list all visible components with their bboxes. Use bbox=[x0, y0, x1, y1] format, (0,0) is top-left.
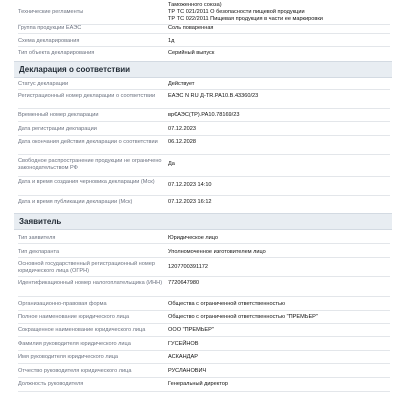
app-label: Тип заявителя bbox=[18, 235, 56, 241]
decl-label: Временный номер декларации bbox=[18, 112, 99, 118]
app-label: Идентификационный номер налогоплательщика (ИНН) bbox=[18, 280, 163, 286]
tech-regs-line1: ТР ТС 021/2011 О безопасности пищевой продукции bbox=[168, 9, 305, 15]
scheme-value: 1д bbox=[168, 38, 175, 44]
app-value: ГУСЕЙНОВ bbox=[168, 341, 199, 347]
app-value: 7720647980 bbox=[168, 280, 200, 286]
divider bbox=[18, 46, 390, 47]
decl-label: Статус декларации bbox=[18, 81, 69, 87]
tech-regs-cont: Таможенного союза) bbox=[168, 2, 222, 8]
divider bbox=[18, 89, 390, 90]
section-header-applicant bbox=[14, 213, 392, 230]
app-label: Отчество руководителя юридического лица bbox=[18, 368, 132, 374]
tech-regs-label: Технические регламенты bbox=[18, 9, 84, 15]
object-type-label: Тип объекта декларирования bbox=[18, 50, 95, 56]
divider bbox=[18, 350, 390, 351]
app-label: Фамилия руководителя юридического лица bbox=[18, 341, 131, 347]
divider bbox=[18, 377, 390, 378]
app-value: АСКАНДАР bbox=[168, 354, 198, 360]
decl-value: 07.12.2023 16:12 bbox=[168, 199, 212, 205]
divider bbox=[18, 276, 390, 277]
divider bbox=[18, 363, 390, 364]
app-label: Организационно-правовая форма bbox=[18, 301, 107, 307]
app-value: Общество с ограниченной ответственностью "ПРЕМЬЕР" bbox=[168, 314, 318, 320]
divider bbox=[18, 310, 390, 311]
app-value: Общества с ограниченной ответственностью bbox=[168, 301, 286, 307]
app-value: ООО "ПРЕМЬЕР" bbox=[168, 327, 214, 333]
divider bbox=[18, 323, 390, 324]
scheme-label: Схема декларирования bbox=[18, 38, 80, 44]
decl-value: вр€АЭС(ТР).PA10.78169/23 bbox=[168, 112, 240, 118]
decl-value: 07.12.2023 14:10 bbox=[168, 182, 212, 188]
decl-value: Да bbox=[168, 161, 175, 167]
app-label: Полное наименование юридического лица bbox=[18, 314, 130, 320]
decl-value: 06.12.2028 bbox=[168, 139, 196, 145]
decl-value: 07.12.2023 bbox=[168, 126, 196, 132]
app-label: Сокращенное наименование юридического лица bbox=[18, 327, 146, 333]
product-group-label: Группа продукции ЕАЭС bbox=[18, 25, 82, 31]
decl-label: Регистрационный номер декларации о соответствии bbox=[18, 93, 156, 99]
decl-label: Свободное распространение продукции не ограничено законодательством РФ bbox=[18, 158, 162, 171]
object-type-value: Серийный выпуск bbox=[168, 50, 215, 56]
section-header-declaration bbox=[14, 61, 392, 78]
app-label: Должность руководителя bbox=[18, 381, 84, 387]
product-group-value: Соль поваренная bbox=[168, 25, 214, 31]
decl-label: Дата регистрации декларации bbox=[18, 126, 97, 132]
divider bbox=[18, 176, 390, 177]
decl-value: Действует bbox=[168, 81, 195, 87]
section-title-applicant: Заявитель bbox=[19, 217, 62, 226]
app-label: Имя руководителя юридического лица bbox=[18, 354, 119, 360]
divider bbox=[18, 33, 390, 34]
app-value: РУСЛАНОВИЧ bbox=[168, 368, 207, 374]
divider bbox=[18, 243, 390, 244]
divider bbox=[18, 121, 390, 122]
app-value: Юридическое лицо bbox=[168, 235, 219, 241]
tech-regs-line2: ТР ТС 022/2011 Пищевая продукция в части ее маркировки bbox=[168, 16, 323, 22]
divider bbox=[18, 135, 390, 136]
divider bbox=[18, 296, 390, 297]
divider bbox=[18, 154, 390, 155]
decl-label: Дата и время публикации декларации (Мск) bbox=[18, 199, 133, 205]
decl-label: Дата окончания действия декларации о соответствии bbox=[18, 139, 158, 145]
decl-label: Дата и время создания черновика декларации (Мск) bbox=[18, 179, 155, 185]
divider bbox=[18, 257, 390, 258]
app-value: Уполномоченное изготовителем лицо bbox=[168, 249, 266, 255]
divider bbox=[18, 195, 390, 196]
divider bbox=[18, 336, 390, 337]
app-value: Генеральный директор bbox=[168, 381, 228, 387]
divider bbox=[18, 108, 390, 109]
app-label: Тип декларанта bbox=[18, 249, 60, 255]
app-label: Основной государственный регистрационный номер юридического лица (ОГРН) bbox=[18, 261, 155, 274]
section-title-declaration: Декларация о соответствии bbox=[19, 65, 131, 74]
divider bbox=[18, 391, 390, 392]
app-value: 1207700391172 bbox=[168, 264, 209, 270]
decl-value: ЕАЭС N RU Д-TR.PA10.B.43360/23 bbox=[168, 93, 259, 99]
